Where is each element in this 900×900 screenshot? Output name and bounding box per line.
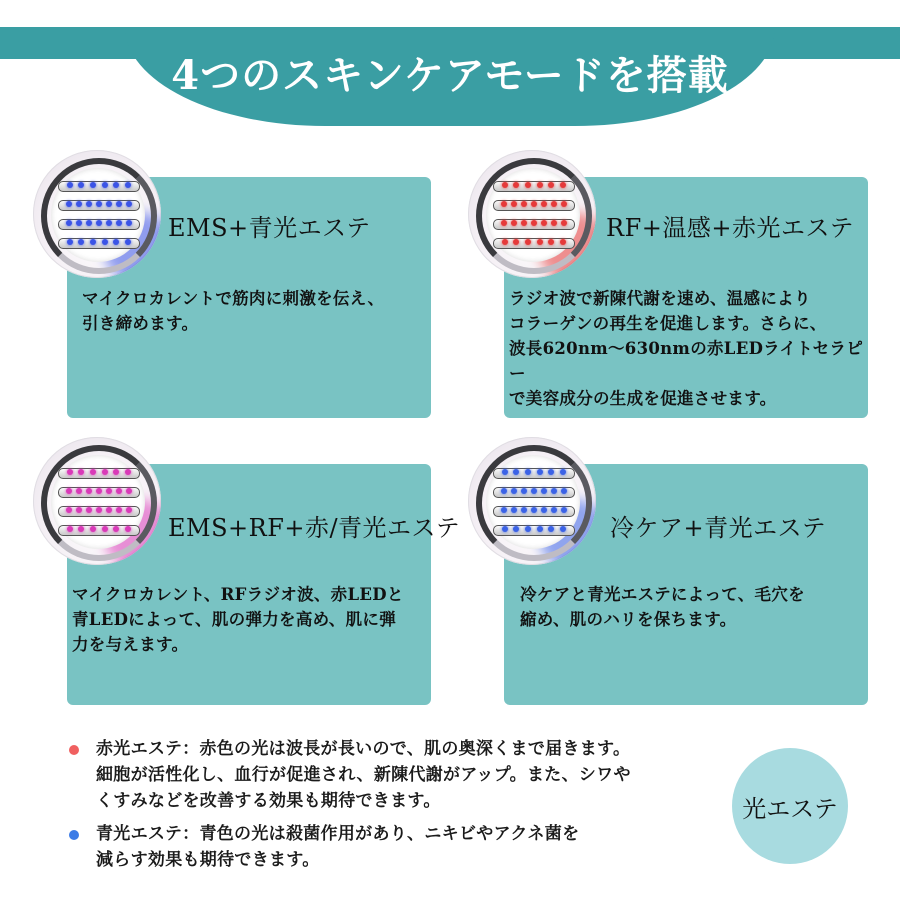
led-dots: [499, 182, 569, 188]
electrode-bar: [58, 465, 140, 480]
led-dot: [513, 526, 519, 532]
led-dots: [64, 182, 134, 188]
led-dot: [67, 526, 73, 532]
led-dot: [501, 201, 507, 207]
desc-line: 力を与えます。: [72, 635, 189, 654]
led-dot: [513, 469, 519, 475]
led-dot: [102, 239, 108, 245]
desc-line: 冷ケアと青光エステによって、毛穴を: [520, 585, 805, 604]
led-dot: [521, 488, 527, 494]
led-dot: [125, 469, 131, 475]
led-dot: [525, 182, 531, 188]
desc-line: 引き締めます。: [82, 314, 199, 333]
led-dots: [64, 239, 134, 245]
led-dot: [86, 488, 92, 494]
blue-light-note: [96, 821, 726, 873]
electrode-bar: [493, 522, 575, 537]
led-dot: [511, 220, 517, 226]
led-dot: [67, 469, 73, 475]
electrode-bar: [493, 503, 575, 518]
led-dot: [521, 220, 527, 226]
led-dot: [86, 201, 92, 207]
desc-line: 波長620nm〜630nmの赤LEDライトセラピー: [509, 339, 863, 383]
device-red-led-icon: [468, 150, 596, 278]
led-dot: [531, 488, 537, 494]
led-dot: [501, 488, 507, 494]
note-line: 青光エステ：青色の光は殺菌作用があり、ニキビやアクネ菌を: [96, 824, 580, 844]
led-dot: [531, 507, 537, 513]
led-dots: [499, 488, 569, 494]
led-dot: [531, 220, 537, 226]
led-dot: [548, 239, 554, 245]
led-dot: [126, 507, 132, 513]
led-dot: [106, 220, 112, 226]
led-dot: [541, 488, 547, 494]
led-dot: [521, 201, 527, 207]
led-dot: [125, 526, 131, 532]
led-dot: [551, 488, 557, 494]
led-dot: [116, 220, 122, 226]
led-dots: [64, 201, 134, 207]
led-dot: [561, 488, 567, 494]
led-dot: [511, 488, 517, 494]
led-dot: [502, 526, 508, 532]
led-dots: [64, 507, 134, 513]
led-dot: [116, 507, 122, 513]
page-title: 4つのスキンケアモードを搭載: [171, 52, 729, 99]
led-dot: [106, 488, 112, 494]
electrode-bar: [58, 197, 140, 212]
led-bars: [493, 178, 575, 254]
led-dot: [90, 469, 96, 475]
led-dot: [548, 469, 554, 475]
led-dot: [513, 239, 519, 245]
led-dot: [66, 201, 72, 207]
led-dot: [66, 220, 72, 226]
led-dot: [502, 239, 508, 245]
mode-description: [72, 582, 430, 657]
led-dot: [76, 507, 82, 513]
led-dot: [560, 182, 566, 188]
led-dot: [537, 182, 543, 188]
led-dot: [106, 507, 112, 513]
note-line: 減らす効果も期待できます。: [96, 850, 320, 870]
blue-dot-icon: [69, 830, 79, 840]
desc-line: ラジオ波で新陳代謝を速め、温感により: [509, 289, 811, 308]
led-dot: [531, 201, 537, 207]
red-dot-icon: [69, 745, 79, 755]
led-dot: [561, 201, 567, 207]
electrode-bar: [58, 216, 140, 231]
electrode-bar: [493, 216, 575, 231]
led-dots: [64, 220, 134, 226]
led-dot: [113, 239, 119, 245]
led-dots: [499, 526, 569, 532]
led-bars: [58, 465, 140, 541]
electrode-bar: [493, 235, 575, 250]
led-dot: [86, 220, 92, 226]
mode-description: [509, 286, 867, 411]
led-dot: [125, 239, 131, 245]
led-dot: [90, 182, 96, 188]
led-dot: [548, 526, 554, 532]
led-dot: [513, 182, 519, 188]
electrode-bar: [493, 178, 575, 193]
led-dot: [78, 239, 84, 245]
note-line: 赤光エステ：赤色の光は波長が長いので、肌の奥深くまで届きます。: [96, 739, 631, 759]
led-dot: [501, 507, 507, 513]
electrode-bar: [493, 465, 575, 480]
led-dot: [96, 488, 102, 494]
led-bars: [493, 465, 575, 541]
electrode-bar: [58, 522, 140, 537]
led-dots: [64, 488, 134, 494]
led-dot: [102, 526, 108, 532]
led-dot: [511, 507, 517, 513]
desc-line: 縮め、肌のハリを保ちます。: [520, 610, 737, 629]
mode-description: [520, 582, 860, 632]
device-blue-led-icon: [33, 150, 161, 278]
led-dot: [541, 201, 547, 207]
led-dot: [551, 220, 557, 226]
led-dots: [64, 526, 134, 532]
led-dot: [521, 507, 527, 513]
led-dot: [502, 182, 508, 188]
led-dot: [560, 526, 566, 532]
mode-title: RF+温感+赤光エステ: [606, 214, 854, 242]
mode-title: 冷ケア+青光エステ: [610, 514, 827, 542]
led-dot: [548, 182, 554, 188]
electrode-bar: [58, 503, 140, 518]
led-dot: [126, 220, 132, 226]
led-dot: [113, 469, 119, 475]
led-dot: [76, 220, 82, 226]
led-dot: [551, 507, 557, 513]
led-dots: [499, 469, 569, 475]
led-dot: [96, 220, 102, 226]
device-blue-led-icon: [468, 437, 596, 565]
desc-line: 青LEDによって、肌の弾力を高め、肌に弾: [72, 610, 396, 629]
led-dot: [126, 488, 132, 494]
desc-line: マイクロカレントで筋肉に刺激を伝え、: [82, 289, 385, 308]
led-dot: [125, 182, 131, 188]
led-dot: [561, 220, 567, 226]
led-dot: [525, 239, 531, 245]
red-light-note: [96, 736, 726, 814]
led-dot: [537, 469, 543, 475]
led-dot: [78, 526, 84, 532]
led-dot: [116, 201, 122, 207]
led-dot: [113, 182, 119, 188]
led-dot: [537, 526, 543, 532]
led-dots: [499, 220, 569, 226]
led-dot: [541, 507, 547, 513]
electrode-bar: [58, 484, 140, 499]
led-dot: [66, 488, 72, 494]
device-magenta-led-icon: [33, 437, 161, 565]
led-dot: [76, 488, 82, 494]
electrode-bar: [58, 235, 140, 250]
led-dot: [86, 507, 92, 513]
led-dot: [66, 507, 72, 513]
led-dot: [90, 239, 96, 245]
led-dot: [525, 526, 531, 532]
led-dot: [78, 469, 84, 475]
led-bars: [58, 178, 140, 254]
led-dot: [541, 220, 547, 226]
led-dot: [502, 469, 508, 475]
note-line: くすみなどを改善する効果も期待できます。: [96, 791, 441, 811]
light-esthe-badge: 光エステ: [732, 748, 848, 864]
note-line: 細胞が活性化し、血行が促進され、新陳代謝がアップ。また、シワや: [96, 765, 631, 785]
led-dot: [102, 182, 108, 188]
led-dot: [113, 526, 119, 532]
desc-line: マイクロカレント、RFラジオ波、赤LEDと: [72, 585, 404, 604]
led-dot: [96, 507, 102, 513]
led-dots: [499, 507, 569, 513]
desc-line: で美容成分の生成を促進させます。: [509, 389, 777, 408]
led-dot: [67, 239, 73, 245]
led-dot: [78, 182, 84, 188]
electrode-bar: [493, 484, 575, 499]
mode-description: [82, 286, 422, 336]
electrode-bar: [58, 178, 140, 193]
led-dot: [561, 507, 567, 513]
led-dot: [560, 469, 566, 475]
led-dots: [64, 469, 134, 475]
led-dot: [116, 488, 122, 494]
led-dot: [126, 201, 132, 207]
led-dot: [551, 201, 557, 207]
mode-title: EMS+青光エステ: [168, 214, 371, 242]
led-dot: [501, 220, 507, 226]
led-dots: [499, 239, 569, 245]
led-dot: [560, 239, 566, 245]
led-dot: [67, 182, 73, 188]
led-dot: [525, 469, 531, 475]
led-dot: [511, 201, 517, 207]
led-dot: [537, 239, 543, 245]
led-dot: [102, 469, 108, 475]
led-dot: [76, 201, 82, 207]
desc-line: コラーゲンの再生を促進します。さらに、: [509, 314, 827, 333]
led-dot: [106, 201, 112, 207]
led-dots: [499, 201, 569, 207]
electrode-bar: [493, 197, 575, 212]
mode-title: EMS+RF+赤/青光エステ: [168, 514, 461, 542]
led-dot: [96, 201, 102, 207]
led-dot: [90, 526, 96, 532]
